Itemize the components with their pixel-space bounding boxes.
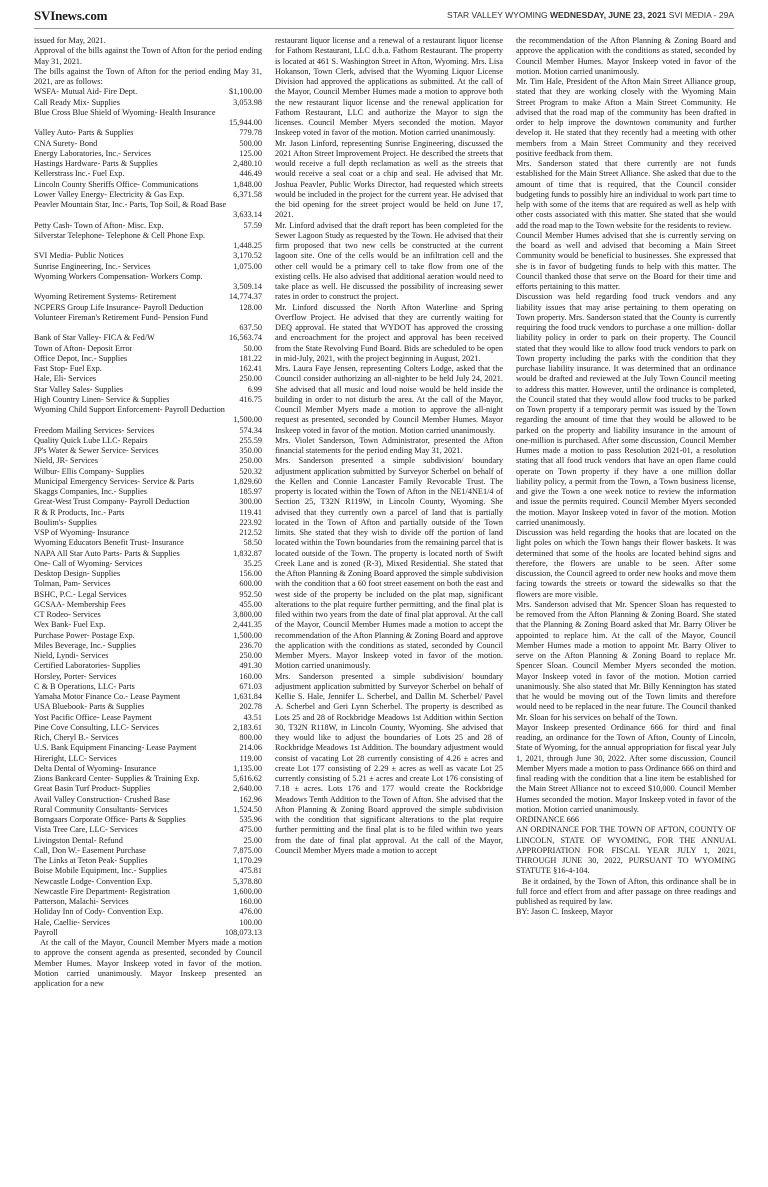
bill-amount-row bbox=[34, 282, 262, 292]
bill-amount: 1,135.00 bbox=[233, 763, 262, 773]
bill-payee: Hireright, LLC- Services bbox=[34, 753, 117, 763]
bill-payee: Wex Bank- Fuel Exp. bbox=[34, 620, 106, 630]
bill-payee: The Links at Teton Peak- Supplies bbox=[34, 856, 148, 865]
bill-amount: 14,774.37 bbox=[229, 292, 262, 302]
bill-payee: Zions Bankcard Center- Supplies & Training Exp. bbox=[34, 774, 200, 783]
bill-row bbox=[34, 405, 262, 415]
bill-amount: 3,633.14 bbox=[233, 210, 262, 220]
bill-payee: Star Valley Sales- Supplies bbox=[34, 384, 123, 394]
bill-amount: 50.00 bbox=[243, 343, 262, 353]
bill-amount: 2,480.10 bbox=[233, 159, 262, 168]
bill-row bbox=[34, 231, 262, 241]
bill-amount: 350.00 bbox=[239, 446, 262, 455]
bill-payee: R & R Products, Inc.- Parts bbox=[34, 507, 125, 517]
bill-amount: 535.96 bbox=[239, 815, 262, 824]
bill-row bbox=[34, 549, 262, 559]
ordinance-title: ORDINANCE 666 bbox=[516, 815, 580, 824]
bill-payee: Peavler Mountain Star, Inc.- Parts, Top Soil, & Road Base bbox=[34, 200, 227, 209]
bill-amount: 574.34 bbox=[239, 425, 262, 435]
bill-payee: Yamaha Motor Finance Co.- Lease Payment bbox=[34, 692, 181, 701]
bill-payee: Pine Cove Consulting, LLC- Services bbox=[34, 722, 159, 732]
bill-payee: Vista Tree Care, LLC- Services bbox=[34, 825, 138, 835]
bill-row bbox=[34, 272, 262, 282]
issue-date: WEDNESDAY, JUNE 23, 2021 bbox=[550, 10, 667, 20]
bill-payee: Great-West Trust Company- Payroll Deduction bbox=[34, 497, 190, 507]
bill-row bbox=[34, 918, 262, 928]
bill-row bbox=[34, 815, 262, 825]
bill-amount: 16,563.74 bbox=[229, 333, 262, 343]
bill-amount: 671.03 bbox=[239, 681, 262, 691]
bill-payee: Newcastle Fire Department- Registration bbox=[34, 886, 170, 896]
bill-amount: 475.81 bbox=[239, 866, 262, 876]
page-label: SVI MEDIA - 29A bbox=[668, 10, 734, 20]
bill-payee: Lincoln County Sheriffs Office- Communications bbox=[34, 179, 199, 189]
bill-payee: Lower Valley Energy- Electricity & Gas Exp. bbox=[34, 189, 185, 199]
bill-row bbox=[34, 620, 262, 630]
bill-amount: 2,640.00 bbox=[233, 784, 262, 794]
bill-amount bbox=[259, 272, 262, 282]
bill-payee: Petty Cash- Town of Afton- Misc. Exp. bbox=[34, 220, 164, 230]
bill-payee: Rich, Cheryl B.- Services bbox=[34, 733, 119, 742]
bill-amount: 100.00 bbox=[239, 917, 262, 927]
bill-row bbox=[34, 907, 262, 917]
bill-row bbox=[34, 887, 262, 897]
bill-amount: 1,829.60 bbox=[233, 476, 262, 486]
bill-payee: Skaggs Companies, Inc.- Supplies bbox=[34, 487, 147, 496]
bill-row bbox=[34, 702, 262, 712]
bill-amount bbox=[259, 313, 262, 323]
bill-row bbox=[34, 846, 262, 856]
bill-row bbox=[34, 139, 262, 149]
bill-row bbox=[34, 651, 262, 661]
bill-payee: Wilbur- Ellis Company- Supplies bbox=[34, 466, 145, 476]
bill-amount: 416.75 bbox=[239, 394, 262, 404]
bill-payee: Great Basin Turf Product- Supplies bbox=[34, 784, 151, 794]
bill-payee: Nield, Lyndi- Services bbox=[34, 651, 109, 660]
bill-amount: 800.00 bbox=[239, 733, 262, 742]
bill-payee: USA Bluebook- Parts & Supplies bbox=[34, 702, 145, 712]
bill-row bbox=[34, 569, 262, 579]
page-header bbox=[34, 6, 734, 29]
bill-row bbox=[34, 98, 262, 108]
bill-payee: High Country Linen- Service & Supplies bbox=[34, 394, 170, 404]
bill-payee: Office Depot, Inc.- Supplies bbox=[34, 353, 128, 363]
bill-payee: GCSAA- Membership Fees bbox=[34, 599, 126, 609]
bill-row bbox=[34, 508, 262, 518]
bill-amount: 475.00 bbox=[239, 825, 262, 835]
bill-payee: Holiday Inn of Cody- Convention Exp. bbox=[34, 907, 164, 917]
bill-amount: 952.50 bbox=[239, 589, 262, 599]
bill-amount: 35.25 bbox=[243, 558, 262, 568]
bill-amount: 1,832.87 bbox=[233, 548, 262, 558]
bill-amount: 5,378.80 bbox=[233, 876, 262, 886]
bill-row bbox=[34, 333, 262, 343]
running-head bbox=[447, 10, 734, 20]
bill-row bbox=[34, 374, 262, 384]
bill-payee: Tolman, Pam- Services bbox=[34, 579, 111, 589]
bill-amount: 2,441.35 bbox=[233, 620, 262, 630]
bill-amount: 25.00 bbox=[243, 835, 262, 845]
bill-payee: Hale, Eli- Services bbox=[34, 374, 97, 384]
bill-amount: 108,073.13 bbox=[224, 927, 262, 937]
bill-row bbox=[34, 446, 262, 456]
bill-amount-row bbox=[34, 241, 262, 251]
bill-payee: Patterson, Malachi- Services bbox=[34, 897, 129, 906]
bill-row bbox=[34, 784, 262, 794]
bill-amount: 1,170.29 bbox=[233, 856, 262, 865]
minutes-paragraph: Mrs. Laura Faye Jensen, representing Colters Lodge, asked that the Council consider authorizing an all-nighter to be held July 24, 2021. She advised that all music and loud noise would be held inside the building in order to not disturb the area. At the call of the Mayor, Council Member Myers made a motion to approve the all-night request as presented, seconded by Council Member Humes. Mayor Inskeep voted in favor of the motion. Motion carried unanimously. bbox=[275, 364, 503, 435]
bill-payee: Purchase Power- Postage Exp. bbox=[34, 630, 135, 640]
bill-payee: Payroll bbox=[34, 927, 58, 937]
bill-payee: Valley Auto- Parts & Supplies bbox=[34, 128, 134, 138]
bill-payee: Call Ready Mix- Supplies bbox=[34, 97, 120, 107]
bill-amount bbox=[259, 405, 262, 415]
bill-row bbox=[34, 836, 262, 846]
bill-amount: 255.59 bbox=[239, 435, 262, 445]
bill-row bbox=[34, 672, 262, 682]
column-3 bbox=[516, 36, 736, 1174]
bill-row bbox=[34, 426, 262, 436]
bill-row bbox=[34, 262, 262, 272]
bill-amount: 300.00 bbox=[239, 497, 262, 507]
bill-payee: Delta Dental of Wyoming- Insurance bbox=[34, 763, 157, 773]
bill-row bbox=[34, 436, 262, 446]
bill-row bbox=[34, 303, 262, 313]
bill-amount bbox=[259, 231, 262, 241]
bill-amount: 1,524.50 bbox=[233, 804, 262, 814]
bill-amount: 214.06 bbox=[239, 743, 262, 753]
bill-amount: 160.00 bbox=[239, 897, 262, 906]
bill-payee: VSP of Wyoming- Insurance bbox=[34, 528, 130, 537]
bill-amount: 181.22 bbox=[239, 353, 262, 363]
bill-payee: Wyoming Educators Benefit Trust- Insurance bbox=[34, 538, 184, 548]
bill-row bbox=[34, 87, 262, 97]
bill-payee: NAPA All Star Auto Parts- Parts & Supplies bbox=[34, 548, 180, 558]
bill-amount: 162.41 bbox=[239, 364, 262, 373]
bill-payee: C & B Operations, LLC- Parts bbox=[34, 681, 135, 691]
bill-row bbox=[34, 169, 262, 179]
intro-line: issued for May, 2021. bbox=[34, 36, 106, 45]
bill-amount-row bbox=[34, 415, 262, 425]
bill-payee: Boise Mobile Equipment, Inc.- Supplies bbox=[34, 866, 167, 876]
bill-row bbox=[34, 774, 262, 784]
bill-row bbox=[34, 200, 262, 210]
bill-row bbox=[34, 641, 262, 651]
bill-row bbox=[34, 385, 262, 395]
bill-payee: Avail Valley Construction- Crushed Base bbox=[34, 794, 170, 804]
bill-amount: 128.00 bbox=[239, 302, 262, 312]
bill-row bbox=[34, 354, 262, 364]
bill-amount: 3,800.00 bbox=[233, 610, 262, 619]
bill-payee: Sunrise Engineering, Inc.- Services bbox=[34, 261, 151, 271]
bill-row bbox=[34, 825, 262, 835]
minutes-paragraph: Discussion was held regarding the hooks that are located on the light poles on which the Town hangs their flower baskets. It was determined that some of the hooks are located behind signs and therefore, the flowers are unable to be seen. After some discussion, the Council agreed to order new hooks and move them facing towards the streets or toward the sidewalks so that the flowers are more visible. bbox=[516, 528, 736, 599]
bill-payee: Volunteer Fireman's Retirement Fund- Pension Fund bbox=[34, 312, 208, 322]
bill-payee: Call, Don W.- Easement Purchase bbox=[34, 845, 146, 855]
bill-amount: 2,183.61 bbox=[233, 722, 262, 732]
bill-row bbox=[34, 344, 262, 354]
intro-line: Approval of the bills against the Town of Afton for the period ending May 31, 2021. bbox=[34, 46, 262, 66]
bill-row bbox=[34, 661, 262, 671]
bill-row bbox=[34, 764, 262, 774]
bill-payee: Bank of Star Valley- FICA & Fed/W bbox=[34, 333, 155, 343]
bill-amount-row bbox=[34, 323, 262, 333]
bill-amount: 3,509.14 bbox=[233, 282, 262, 291]
bill-row bbox=[34, 190, 262, 200]
bill-payee: U.S. Bank Equipment Financing- Lease Payment bbox=[34, 743, 197, 753]
bill-row bbox=[34, 487, 262, 497]
bill-payee: Freedom Mailing Services- Services bbox=[34, 425, 155, 435]
bill-row bbox=[34, 159, 262, 169]
bill-row bbox=[34, 743, 262, 753]
bill-amount: 119.00 bbox=[239, 753, 262, 763]
minutes-paragraph: restaurant liquor license and a renewal of a restaurant liquor license for Fathom Restaurant, LLC d.b.a. Fathom Restaurant. The property is located at 461 S. Washington Street in Afton, Wyoming. Mrs. Lisa Hokanson, Town Clerk, advised that the Wyoming Liquor License Division had approved the applications as submitted. At the call of the Mayor, Council Member Humes made a motion to approve both the new restaurant liquor license and the renewal application for Fathom Restaurant, LLC and authorize the Mayor to sign the licenses. Council Member Myers seconded the motion. Mayor Inskeep voted in favor of the motion. Motion carried unanimously. bbox=[275, 36, 503, 138]
bill-row bbox=[34, 610, 262, 620]
bill-payee: Horsley, Porter- Services bbox=[34, 671, 117, 681]
bill-payee: Nield, JR- Services bbox=[34, 456, 98, 466]
bill-amount: 119.41 bbox=[239, 507, 262, 517]
bill-payee: Desktop Design- Supplies bbox=[34, 569, 121, 578]
bill-amount: 250.00 bbox=[239, 651, 262, 660]
bill-payee: Town of Afton- Deposit Error bbox=[34, 343, 133, 353]
bill-row bbox=[34, 395, 262, 405]
bill-amount: 58.50 bbox=[243, 538, 262, 548]
bill-payee: Yost Pacific Office- Lease Payment bbox=[34, 712, 152, 722]
bill-payee: Bomgaars Corporate Office- Parts & Supplies bbox=[34, 815, 186, 824]
bill-row bbox=[34, 754, 262, 764]
bill-payee: Certified Laboratories- Supplies bbox=[34, 661, 141, 671]
bill-row bbox=[34, 559, 262, 569]
minutes-paragraph: Mr. Linford advised that the draft report has been completed for the Sewer Lagoon Study as requested by the Town. He advised that their firm proposed that two new cells be constructed at the current lagoon site. One of the cells would be an infiltration cell and the other cell would be a primary cell to take flow from one of the existing cells. He also advised that additional aeration would need to take place as well. He discussed the possibility of increasing sewer rates in order to construct the project. bbox=[275, 220, 503, 302]
bill-row bbox=[34, 364, 262, 374]
bill-amount: 6.99 bbox=[247, 384, 262, 394]
column-2 bbox=[275, 36, 503, 1174]
bill-amount: 5,616.62 bbox=[233, 774, 262, 783]
bill-amount: 162.96 bbox=[239, 794, 262, 804]
paper-name: STAR VALLEY WYOMING bbox=[447, 10, 548, 20]
minutes-paragraph: Mrs. Sanderson presented a simple subdivision/ boundary adjustment application submitted by Surveyor Scherbel on behalf of the Kellen and Connie Lancaster Family Revocable Trust. The property is located within the Town of Afton in the NE1/4NE1/4 of Section 25, T32N R119W, in Lincoln County, Wyoming. She advised that they currently own a parcel of land that is partially located in the Town of Afton and partially outside of the Town limits. She stated that they wish to divide off the portion of land located within the Town boundaries from the remaining parcel that is located outside of the Town. The property is located north of Swift Creek Lane and is zoned (R-3), Mixed Residential. She stated that the Afton Planning & Zoning Board approved the simple subdivision with the condition that a 60 foot street easement on both the east and west side of the property be included on the plat map, significant alterations to the plat require further permitting, and the final plat is filed within two years from the date of final plat approval. At the call of the Mayor, Council Member Humes made a motion to accept the recommendation of the Afton Planning & Zoning Board and approve the application with the conditions as stated, seconded by Council Member Myers. Mayor Inskeep voted in favor of the motion. Motion carried unanimously. bbox=[275, 456, 503, 671]
bill-amount: 43.51 bbox=[243, 712, 262, 722]
bill-row bbox=[34, 128, 262, 138]
bill-row bbox=[34, 528, 262, 538]
bill-payee: Fast Stop- Fuel Exp. bbox=[34, 364, 102, 373]
bill-row bbox=[34, 221, 262, 231]
minutes-paragraph: Council Member Humes advised that she is currently serving on the board as well and advised that becoming a Main Street Community would be beneficial to businesses. She expressed that she is in favor of budgeting funds to help with this matter. The Council thanked those that serve on the Board for their time and efforts pertaining to this matter. bbox=[516, 230, 736, 291]
ordinance-caption: AN ORDINANCE FOR THE TOWN OF AFTON, COUNTY OF LINCOLN, STATE OF WYOMING, FOR THE ANNUAL APPROPRIATION FOR FISCAL YEAR JULY 1, 2021, THROUGH JUNE 30, 2022, PURSUANT TO WYOMING STATUTE §16-4-104. bbox=[516, 825, 736, 876]
bill-payee: WSFA- Mutual Aid- Fire Dept. bbox=[34, 87, 138, 97]
bill-payee: Newcastle Lodge- Convention Exp. bbox=[34, 876, 153, 886]
bill-payee: CNA Surety- Bond bbox=[34, 138, 98, 148]
bill-amount: 6,371.58 bbox=[233, 189, 262, 199]
bill-payee: One- Call of Wyoming- Services bbox=[34, 558, 143, 568]
bill-payee: Livingston Dental- Refund bbox=[34, 835, 123, 845]
bill-payee: Hastings Hardware- Parts & Supplies bbox=[34, 159, 158, 168]
consent-paragraph: At the call of the Mayor, Council Member Myers made a motion to approve the consent agenda as presented, seconded by Council Member Humes. Mayor Inskeep voted in favor of the motion. Motion carried unanimously. Mayor Inskeep presented an application for a new bbox=[34, 938, 262, 988]
bill-row bbox=[34, 180, 262, 190]
bill-amount: 125.00 bbox=[239, 148, 262, 158]
bill-payee: Quality Quick Lube LLC- Repairs bbox=[34, 435, 148, 445]
bill-amount: 3,053.98 bbox=[233, 97, 262, 107]
bill-amount-row bbox=[34, 210, 262, 220]
bill-amount: 1,075.00 bbox=[233, 261, 262, 271]
bill-amount: 156.00 bbox=[239, 569, 262, 578]
bill-amount: 236.70 bbox=[239, 640, 262, 650]
bill-row bbox=[34, 313, 262, 323]
bill-payee: CT Rodeo- Services bbox=[34, 610, 101, 619]
minutes-paragraph: Discussion was held regarding food truck vendors and any liability issues that may arise pertaining to them operating on Town property. Mrs. Sanderson stated that the County is currently requiring the food truck vendors to purchase a one million- dollar liability policy in order to park on their property. The Council stated that they would like to allow food truck vendors to park on Town property including the parks with the condition that they purchase liability insurance. It was determined that an ordinance would be drafted and reviewed at the July Town Council meeting to address this matter. However, until the ordinance is completed, the Council stated that they would allow food trucks to be parked on Town property if a temporary permit was issued by the Town regarding the amount of time that they would be allowed to be parked on the property and liability insurance in the amount of one-million is purchased. After some discussion, Council Member Humes made a motion to pass Resolution 2021-01, a resolution stating that all food truck vendors that have an open flame could operate on Town property if they have a one million dollar liability policy, a permit from the Town, a Town business license, and give the Town a one week notice to review the information and issue the permits required. Council Member Myers seconded the motion. Mayor Inskeep voted in favor of the motion. Motion carried unanimously. bbox=[516, 292, 736, 527]
bill-amount: 446.49 bbox=[239, 169, 262, 179]
minutes-paragraph: Mr. Tim Hale, President of the Afton Main Street Alliance group, stated that they are working closely with the Wyoming Main Street Program to make Afton a Main Street Community. He advised that the road map of the community has been drafted in order to help improve the downtown community and further develop it. He stated that they recently had a meeting with other members from a Main Street Community and they received positive feedback from them. bbox=[516, 77, 736, 158]
bill-amount bbox=[259, 200, 262, 210]
minutes-paragraph: Mrs. Violet Sanderson, Town Administrator, presented the Afton financial statements for the period ending May 31, 2021. bbox=[275, 435, 503, 455]
bill-row bbox=[34, 149, 262, 159]
bill-row bbox=[34, 579, 262, 589]
bill-payee: Silverstar Telephone- Telephone & Cell Phone Exp. bbox=[34, 230, 206, 240]
bill-payee: Hale, Caellie- Services bbox=[34, 917, 110, 927]
bill-amount: 57.59 bbox=[243, 220, 262, 230]
bill-payee: Kellerstrass Inc.- Fuel Exp. bbox=[34, 169, 125, 179]
bill-amount: 500.00 bbox=[239, 138, 262, 148]
bill-amount bbox=[259, 108, 262, 118]
bill-amount: 520.32 bbox=[239, 466, 262, 476]
intro-line: The bills against the Town of Afton for the period ending May 31, 2021, are as follows: bbox=[34, 66, 262, 86]
bill-payee: Miles Beverage, Inc.- Supplies bbox=[34, 640, 136, 650]
bill-payee: Blue Cross Blue Shield of Wyoming- Health Insurance bbox=[34, 107, 216, 117]
minutes-paragraph: Mr. Linford discussed the North Afton Waterline and Spring Overflow Project. He advised that they are currently waiting for DEQ approval. He stated that WYDOT has approved the crossing and encroachment for the project and approval has been received from the State Revolving Fund Board. Bids are scheduled to be open in mid-July, 2021, with the project beginning in August, 2021. bbox=[275, 302, 503, 363]
bill-row bbox=[34, 467, 262, 477]
bill-row bbox=[34, 713, 262, 723]
bill-amount: 637.50 bbox=[239, 323, 262, 332]
bill-payee: Energy Laboratories, Inc.- Services bbox=[34, 148, 151, 158]
bill-row bbox=[34, 795, 262, 805]
bill-payee: Boulim's- Supplies bbox=[34, 517, 97, 527]
bill-amount: 202.78 bbox=[239, 702, 262, 712]
bill-row bbox=[34, 292, 262, 302]
bill-payee: Wyoming Retirement Systems- Retirement bbox=[34, 292, 177, 302]
bill-row bbox=[34, 251, 262, 261]
bill-amount: 223.92 bbox=[239, 517, 262, 527]
column-1 bbox=[34, 36, 262, 1174]
bill-row bbox=[34, 456, 262, 466]
bill-amount-row bbox=[34, 118, 262, 128]
bill-row bbox=[34, 682, 262, 692]
bill-payee: Rural Community Consultants- Services bbox=[34, 804, 168, 814]
bill-row bbox=[34, 600, 262, 610]
bill-row bbox=[34, 856, 262, 866]
bill-amount: 1,600.00 bbox=[233, 886, 262, 896]
bill-row bbox=[34, 538, 262, 548]
bill-amount: 1,448.25 bbox=[233, 241, 262, 250]
minutes-paragraph: Mrs. Sanderson presented a simple subdivision/ boundary adjustment application submitted by Surveyor Scherbel on behalf of Kellie S. Hale, Jennifer L. Scherbel, and Dallin M. Scherbel/ Pavel A. Scherbel and Geri Lynn Scherbel. The property is described as Lots 25 and 28 of Rockbridge Meadows 1st Addition within Section 30, T32N R118W, in Lincoln County, Wyoming. She advised that they would like to adjust the boundaries of Lots 25 and 28 of Rockbridge Meadows 1st Addition. The boundary adjustment would consist of vacating Lot 28 currently consisting of 4.26 ± acres and create Lot 177 consisting of 2.29 ± acres as well as vacate Lot 25 currently consisting of 5.21 ± acres and create Lot 176 consisting of 7.18 ± acres. Lots 176 and 177 would create the Rockbridge Meadows Tenth Addition to the Town of Afton. She advised that the Afton Planning & Zoning Board approved the simple subdivision with the condition that significant alterations to the plat require further permitting and the final plat is to be filed within two years from the date of final plat approval. At the call of the Mayor, Council Member Myers made a motion to accept bbox=[275, 671, 503, 855]
bill-amount: 7,875.00 bbox=[233, 845, 262, 855]
bill-amount: 1,631.84 bbox=[233, 692, 262, 701]
minutes-paragraph: Mrs. Sanderson advised that Mr. Spencer Sloan has requested to be removed from the Afton Planning & Zoning Board. She stated that the Planning & Zoning Board asked that Mr. Barry Oliver be appointed to replace him. At the call of the Mayor, Council Member Humes made a motion to appoint Mr. Barry Oliver to serve on the Afton Planning & Zoning Board to replace Mr. Spencer Sloan. Council Member Myers seconded the motion. Mayor Inskeep voted in favor of the motion. Motion carried unanimously. She also stated that Mr. Billy Kennington has stated that he would be moving out of the Town limits and therefore would need to be replaced in the near future. The Council thanked Mr. Sloan for his services on behalf of the Town. bbox=[516, 599, 736, 722]
bill-amount: 250.00 bbox=[239, 374, 262, 384]
bill-amount: 476.00 bbox=[239, 907, 262, 917]
ordinance-body: Be it ordained, by the Town of Afton, this ordinance shall be in full force and effect from and after passage on three readings and published as required by law. bbox=[516, 876, 736, 906]
bill-amount: 491.30 bbox=[239, 661, 262, 671]
bill-payee: NCPERS Group Life Insurance- Payroll Deduction bbox=[34, 302, 204, 312]
bill-payee: SVI Media- Public Notices bbox=[34, 251, 124, 261]
bill-amount: 455.00 bbox=[239, 599, 262, 609]
bill-row bbox=[34, 497, 262, 507]
bill-amount: 1,500.00 bbox=[233, 415, 262, 425]
minutes-paragraph: Mr. Jason Linford, representing Sunrise Engineering, discussed the 2021 Afton Street Improvement Project. He described the streets that would receive a full depth reclamation as well as the streets that would receive a seal coat or a chip and seal. He advised that Mr. Joshua Peavler, Public Works Director, had requested which streets would be included in the project for the current year. He advised that the bid opening for the street project would be held on June 17, 2021. bbox=[275, 138, 503, 220]
bill-amount: 3,170.52 bbox=[233, 251, 262, 261]
bill-row bbox=[34, 897, 262, 907]
bills-list bbox=[34, 87, 262, 938]
bill-row bbox=[34, 733, 262, 743]
bill-row bbox=[34, 692, 262, 702]
bill-row bbox=[34, 108, 262, 118]
minutes-paragraph: Mrs. Sanderson stated that there currently are not funds established for the Main Street Alliance. She asked that due to the amount of time that is required, that the Council consider budgeting funds to possibly hire an individual to work part time to help with some of the items that are required as well as help with other costs associated with this matter. She stated that she would add the road map to the Town website for the residents to review. bbox=[516, 159, 736, 230]
bill-amount: 1,848.00 bbox=[233, 179, 262, 189]
bill-row bbox=[34, 590, 262, 600]
bill-amount: 212.52 bbox=[239, 528, 262, 537]
bill-amount: 250.00 bbox=[239, 456, 262, 466]
bill-amount: 779.78 bbox=[239, 128, 262, 138]
bill-payee: JP's Water & Sewer Service- Services bbox=[34, 446, 159, 455]
bill-payee: Wyoming Child Support Enforcement- Payroll Deduction bbox=[34, 405, 225, 414]
bill-row bbox=[34, 805, 262, 815]
bill-amount: 15,944.00 bbox=[229, 118, 262, 127]
bill-amount: 160.00 bbox=[239, 671, 262, 681]
bill-payee: Municipal Emergency Services- Service & Parts bbox=[34, 476, 194, 486]
bill-payee: Wyoming Workers Compensation- Workers Comp. bbox=[34, 271, 203, 281]
bill-row bbox=[34, 723, 262, 733]
bill-amount: 1,500.00 bbox=[233, 630, 262, 640]
bill-row bbox=[34, 877, 262, 887]
bill-row bbox=[34, 477, 262, 487]
signature-line: BY: Jason C. Inskeep, Mayor bbox=[516, 907, 613, 917]
minutes-paragraph: Mayor Inskeep presented Ordinance 666 for third and final reading, an ordinance for the Town of Afton, County of Lincoln, State of Wyoming, for the annual appropriation for fiscal year July 1, 2021, through June 30, 2022. After some discussion, Council Member Myers made a motion to pass Ordinance 666 on third and final reading with the condition that a line item be established for the Main Street Alliance not to exceed $10,000. Council Member Humes seconded the motion. Mayor Inskeep voted in favor of the motion. Motion carried unanimously. bbox=[516, 722, 736, 814]
bill-row bbox=[34, 928, 262, 938]
bill-payee: BSHC, P.C.- Legal Services bbox=[34, 589, 127, 599]
minutes-paragraph: the recommendation of the Afton Planning & Zoning Board and approve the application with the conditions as stated, seconded by Council Member Humes. Mayor Inskeep voted in favor of the motion. Motion carried unanimously. bbox=[516, 36, 736, 76]
bill-row bbox=[34, 518, 262, 528]
site-name: SVInews.com bbox=[34, 8, 108, 23]
bill-amount: 600.00 bbox=[239, 579, 262, 589]
bill-row bbox=[34, 866, 262, 876]
bill-row bbox=[34, 631, 262, 641]
bill-amount: 185.97 bbox=[239, 487, 262, 496]
bill-amount: $1,100.00 bbox=[229, 87, 262, 97]
